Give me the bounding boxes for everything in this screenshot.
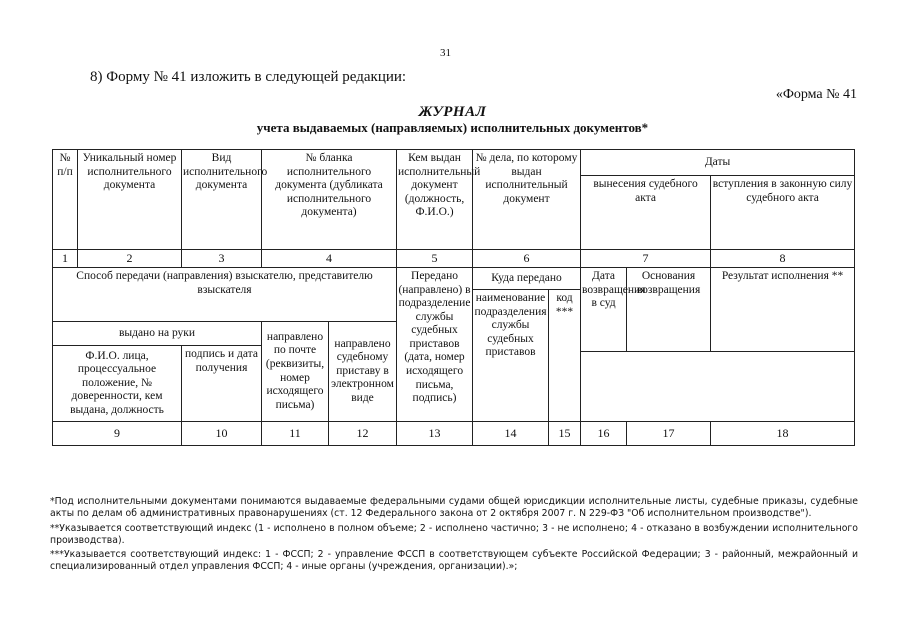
column-number: 11 xyxy=(262,422,329,446)
col-header-return-grounds: Основания возвращения xyxy=(627,268,711,352)
footnotes xyxy=(50,496,858,576)
footnote: ***Указывается соответствующий индекс: 1 - ФССП; 2 - управление ФССП в соответствующем субъекте Российской Федерации; 3 - районный, межрайонный и специализированный отдел управления ФССП; 4 - иные органы (учреждения, организации).»; xyxy=(50,549,858,573)
column-number: 3 xyxy=(182,250,262,268)
col-header-recipient-fio: Ф.И.О. лица, процессуальное положение, № доверенности, кем выдана, должность xyxy=(53,346,182,422)
column-number: 6 xyxy=(473,250,581,268)
column-number: 12 xyxy=(329,422,397,446)
col-header-by-mail: направлено по почте (реквизиты, номер исходящего письма) xyxy=(262,322,329,422)
column-number: 9 xyxy=(53,422,182,446)
journal-subtitle: учета выдаваемых (направляемых) исполнительных документов* xyxy=(256,120,649,135)
col-header-return-date: Дата возвращения в суд xyxy=(581,268,627,352)
col-header-execution-result: Результат исполнения ** xyxy=(711,268,855,352)
column-number: 18 xyxy=(711,422,855,446)
col-header-where-transferred: Куда передано xyxy=(473,268,581,290)
col-header-transfer-method: Способ передачи (направления) взыскателю, представителю взыскателя xyxy=(53,268,397,322)
col-header-transferred-to-bailiffs: Передано (направлено) в подразделение службы судебных приставов (дата, номер исходящего письма, подпись) xyxy=(397,268,473,422)
col-header-number: № п/п xyxy=(53,150,78,250)
footnote: **Указывается соответствующий индекс (1 - исполнено в полном объеме; 2 - исполнено частично; 3 - не исполнено; 4 - отказано в возбуждении исполнительного производства). xyxy=(50,522,858,546)
column-number: 13 xyxy=(397,422,473,446)
column-number: 2 xyxy=(78,250,182,268)
column-number: 5 xyxy=(397,250,473,268)
col-header-case-number: № дела, по которому выдан исполнительный документ xyxy=(473,150,581,250)
col-header-blank-number: № бланка исполнительного документа (дубликата исполнительного документа) xyxy=(262,150,397,250)
empty-cell xyxy=(581,352,855,422)
col-header-unique-number: Уникальный номер исполнительного документа xyxy=(78,150,182,250)
col-header-dates: Даты xyxy=(581,150,855,176)
col-header-electronic: направлено судебному приставу в электронном виде xyxy=(329,322,397,422)
column-number: 7 xyxy=(581,250,711,268)
footnote: *Под исполнительными документами понимаются выдаваемые федеральными судами общей юрисдикции исполнительные листы, судебные приказы, судебные акты по делам об административных правонарушениях (ст. 12 Федерального закона от 2 октября 2007 г. N 229-ФЗ "Об исполнительном производстве"). xyxy=(50,496,858,520)
column-number: 17 xyxy=(627,422,711,446)
column-number: 15 xyxy=(549,422,581,446)
col-header-date-effect: вступления в законную силу судебного акта xyxy=(711,176,855,250)
col-header-issuer: Кем выдан исполнительный документ (должность, Ф.И.О.) xyxy=(397,150,473,250)
column-number: 14 xyxy=(473,422,549,446)
form-reference: «Форма № 41 xyxy=(775,87,857,102)
journal-table xyxy=(52,149,855,446)
column-number: 1 xyxy=(53,250,78,268)
col-header-by-hand: выдано на руки xyxy=(53,322,262,346)
col-header-date-issue: вынесения судебного акта xyxy=(581,176,711,250)
col-header-where-code: код *** xyxy=(549,290,581,422)
column-number: 4 xyxy=(262,250,397,268)
column-number: 16 xyxy=(581,422,627,446)
page-number: 31 xyxy=(440,47,451,59)
journal-title: ЖУРНАЛ xyxy=(418,104,487,120)
column-number: 8 xyxy=(711,250,855,268)
col-header-document-kind: Вид исполнительного документа xyxy=(182,150,262,250)
col-header-signature-date: подпись и дата получения xyxy=(182,346,262,422)
amendment-intro: 8) Форму № 41 изложить в следующей редакции: xyxy=(90,69,407,85)
col-header-where-name: наименование подразделения службы судебных приставов xyxy=(473,290,549,422)
column-number: 10 xyxy=(182,422,262,446)
